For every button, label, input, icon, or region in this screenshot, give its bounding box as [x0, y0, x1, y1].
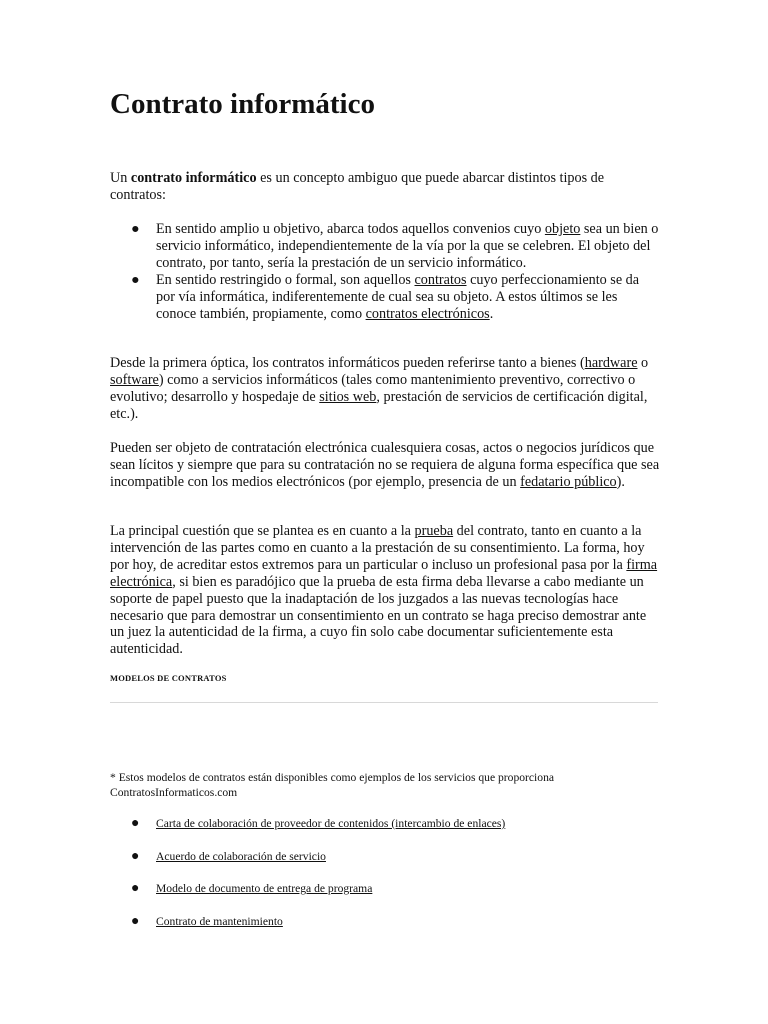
list-item	[110, 914, 505, 947]
paragraph-principal	[110, 523, 660, 658]
link-firma-electronica[interactable]: firma electrónica	[110, 556, 658, 590]
bullet-icon: ●	[131, 816, 140, 831]
list-item	[110, 849, 505, 882]
bullet-icon: ●	[131, 848, 140, 864]
models-note: * Estos modelos de contratos están disponibles como ejemplos de los servicios que proporciona ContratosInformaticos.com	[110, 771, 555, 799]
intro-paragraph	[110, 170, 660, 204]
paragraph-text: La principal cuestión que se plantea es en cuanto a la	[110, 523, 415, 539]
list-item-text: En sentido restringido o formal, son aquellos	[156, 271, 415, 288]
link-sitios-web[interactable]: sitios web	[319, 388, 377, 405]
bullet-icon: ●	[131, 881, 140, 896]
link-contratos-electronicos[interactable]: contratos electrónicos	[365, 305, 490, 322]
horizontal-divider	[110, 702, 658, 703]
bullet-icon: ●	[131, 271, 140, 288]
list-item	[110, 272, 660, 323]
list-item	[110, 881, 505, 914]
list-item	[110, 221, 660, 272]
paragraph-desde	[110, 355, 660, 423]
paragraph-text: ) como a servicios informáticos (tales como mantenimiento preventivo, correctivo o evolutivo; desarrollo y hospedaje de	[110, 371, 636, 405]
definition-list	[110, 221, 660, 322]
paragraph-text: Pueden ser objeto de contratación electrónica cualesquiera cosas, actos o negocios jurídicos que sean lícitos y siempre que para su contratación no se requiera de alguna forma específica que sea incompatible con los medios electrónicos (por ejemplo, presencia de un	[110, 440, 660, 490]
paragraph-text: , si bien es paradójico que la prueba de esta firma deba llevarse a cabo mediante un soporte de papel puesto que la inadaptación de los juzgados a las nuevas tecnologías hace necesario que para demostrar un consentimiento en un contrato se haga preciso demostrar ante un juez la autenticidad de la firma, a cuyo fin solo cabe documentar suficientemente esta autenticidad.	[110, 573, 647, 658]
model-link-contrato-mantenimiento[interactable]: Contrato de mantenimiento	[156, 914, 283, 928]
paragraph-text: del contrato, tanto en cuanto a la intervención de las partes como en cuanto a la prestación de su consentimiento. La forma, hoy por hoy, de acreditar estos extremos para un particular o incluso un profesional pasa por la	[110, 523, 645, 573]
page-title: Contrato informático	[110, 88, 375, 120]
paragraph-text: Desde la primera óptica, los contratos informáticos pueden referirse tanto a bienes (	[110, 355, 585, 371]
section-heading-modelos: MODELOS DE CONTRATOS	[110, 673, 227, 683]
paragraph-text: , prestación de servicios de certificación digital, etc.).	[110, 388, 648, 422]
list-item-text: .	[489, 305, 494, 322]
models-list	[110, 816, 505, 946]
model-link-carta-colaboracion[interactable]: Carta de colaboración de proveedor de contenidos (intercambio de enlaces)	[156, 817, 506, 830]
link-fedatario-publico[interactable]: fedatario público	[520, 473, 617, 490]
list-item	[110, 816, 505, 849]
paragraph-pueden	[110, 440, 660, 491]
link-contratos[interactable]: contratos	[414, 271, 467, 288]
list-item-text: En sentido amplio u objetivo, abarca todos aquellos convenios cuyo	[156, 221, 545, 237]
intro-text-start: Un	[110, 170, 131, 186]
link-software[interactable]: software	[110, 371, 159, 388]
list-item-text: cuyo perfeccionamiento se da por vía informática, indiferentemente de cual sea su objeto. A estos últimos se les conoce también, propiamente, como	[156, 271, 640, 322]
link-prueba[interactable]: prueba	[414, 523, 454, 539]
link-objeto[interactable]: objeto	[544, 221, 581, 237]
list-item-text: sea un bien o servicio informático, independientemente de la vía por la que se celebren. El objeto del contrato, por tanto, sería la prestación de un servicio informático.	[156, 221, 659, 271]
intro-term: contrato informático	[130, 170, 257, 186]
model-link-documento-entrega[interactable]: Modelo de documento de entrega de programa	[156, 882, 373, 895]
intro-text-end: es un concepto ambiguo que puede abarcar distintos tipos de contratos:	[110, 170, 605, 203]
bullet-icon: ●	[131, 221, 140, 237]
paragraph-text: ).	[616, 473, 625, 490]
bullet-icon: ●	[131, 913, 140, 929]
paragraph-text: o	[637, 355, 649, 371]
link-hardware[interactable]: hardware	[584, 355, 638, 371]
model-link-acuerdo-colaboracion[interactable]: Acuerdo de colaboración de servicio	[156, 849, 326, 863]
